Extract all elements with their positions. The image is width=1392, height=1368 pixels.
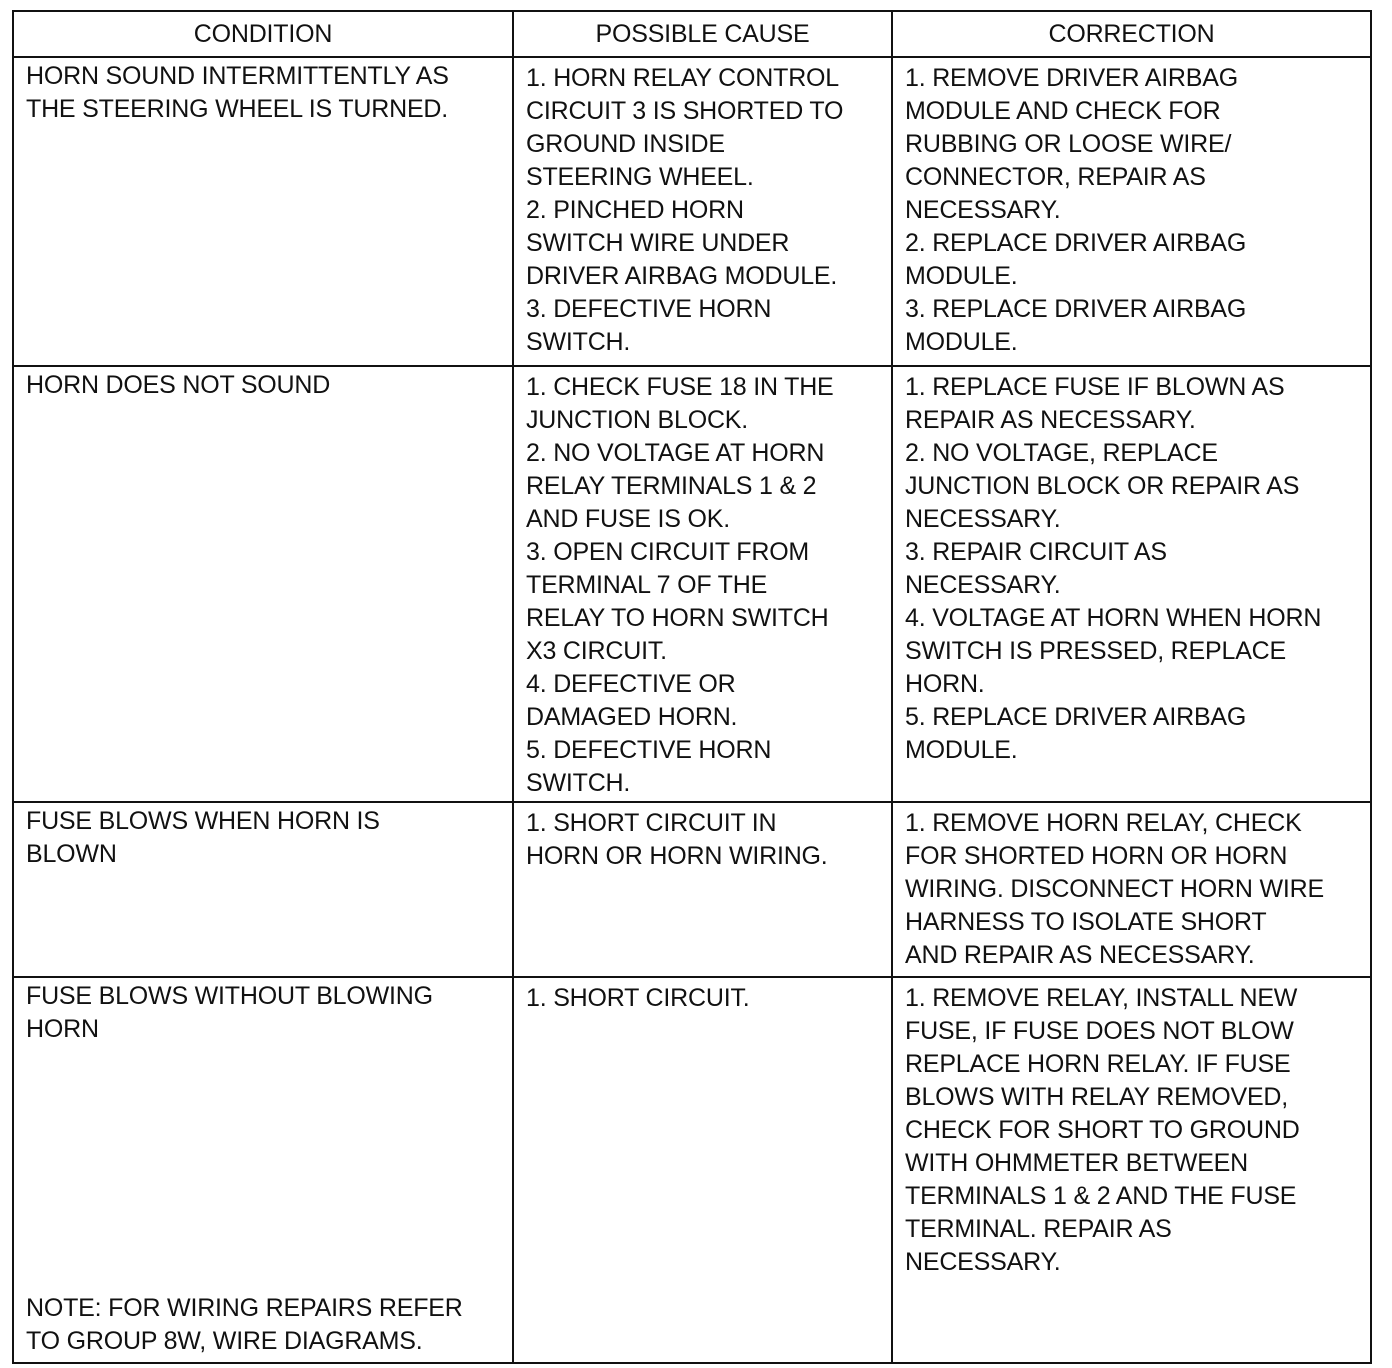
text-line: HORN DOES NOT SOUND [26, 371, 331, 399]
text-line: 1. SHORT CIRCUIT IN [526, 809, 777, 837]
text-line: 2. NO VOLTAGE, REPLACE [905, 439, 1218, 467]
text-line: MODULE. [905, 328, 1018, 356]
text-line: HORN. [905, 670, 985, 698]
text-line: TERMINALS 1 & 2 AND THE FUSE [905, 1182, 1297, 1210]
text-line: 1. CHECK FUSE 18 IN THE [526, 373, 834, 401]
text-line: MODULE. [905, 736, 1018, 764]
condition-cell [13, 977, 513, 1363]
text-line: 3. REPAIR CIRCUIT AS [905, 538, 1167, 566]
text-line: SWITCH. [526, 769, 631, 797]
cause-cell [513, 366, 892, 802]
wiring-note [26, 1292, 463, 1358]
text-line: 4. VOLTAGE AT HORN WHEN HORN [905, 604, 1322, 632]
text-line: 3. DEFECTIVE HORN [526, 295, 772, 323]
text-line: 5. DEFECTIVE HORN [526, 736, 772, 764]
text-line: HORN SOUND INTERMITTENTLY AS [26, 62, 449, 90]
header-row [13, 11, 1371, 57]
text-line: CONNECTOR, REPAIR AS [905, 163, 1206, 191]
text-line: 3. REPLACE DRIVER AIRBAG [905, 295, 1247, 323]
text-line: CIRCUIT 3 IS SHORTED TO [526, 97, 844, 125]
text-line: RELAY TERMINALS 1 & 2 [526, 472, 817, 500]
text-line: RUBBING OR LOOSE WIRE/ [905, 130, 1232, 158]
text-line: NOTE: FOR WIRING REPAIRS REFER [26, 1294, 463, 1322]
text-line: FUSE BLOWS WITHOUT BLOWING [26, 982, 433, 1010]
text-line: HORN [26, 1015, 99, 1043]
diagnosis-table [12, 10, 1372, 1364]
text-line: SWITCH WIRE UNDER [526, 229, 790, 257]
text-line: 1. REMOVE HORN RELAY, CHECK [905, 809, 1302, 837]
text-line: 1. REMOVE DRIVER AIRBAG [905, 64, 1238, 92]
text-line: SWITCH. [526, 328, 631, 356]
text-line: SWITCH IS PRESSED, REPLACE [905, 637, 1286, 665]
text-line: 1. HORN RELAY CONTROL [526, 64, 839, 92]
cause-cell [513, 802, 892, 977]
text-line: JUNCTION BLOCK. [526, 406, 749, 434]
cause-cell [513, 57, 892, 366]
text-line: REPLACE HORN RELAY. IF FUSE [905, 1050, 1291, 1078]
text-line: RELAY TO HORN SWITCH [526, 604, 829, 632]
text-line: FUSE, IF FUSE DOES NOT BLOW [905, 1017, 1294, 1045]
text-line: TERMINAL. REPAIR AS [905, 1215, 1172, 1243]
text-line: WITH OHMMETER BETWEEN [905, 1149, 1249, 1177]
text-line: DAMAGED HORN. [526, 703, 738, 731]
text-line: REPAIR AS NECESSARY. [905, 406, 1196, 434]
table-row [13, 977, 1371, 1363]
condition-cell-content [26, 980, 502, 1362]
header-possible-cause: POSSIBLE CAUSE [513, 11, 892, 57]
text-line: MODULE AND CHECK FOR [905, 97, 1221, 125]
text-line: JUNCTION BLOCK OR REPAIR AS [905, 472, 1300, 500]
text-line: DRIVER AIRBAG MODULE. [526, 262, 838, 290]
text-line: AND FUSE IS OK. [526, 505, 730, 533]
table-row [13, 366, 1371, 802]
text-line: TO GROUP 8W, WIRE DIAGRAMS. [26, 1327, 423, 1355]
text-line: 2. NO VOLTAGE AT HORN [526, 439, 825, 467]
condition-cell [13, 57, 513, 366]
text-line: NECESSARY. [905, 505, 1061, 533]
text-line: NECESSARY. [905, 196, 1061, 224]
text-line: CHECK FOR SHORT TO GROUND [905, 1116, 1300, 1144]
text-line: FOR SHORTED HORN OR HORN [905, 842, 1288, 870]
correction-cell [892, 802, 1371, 977]
text-line: NECESSARY. [905, 571, 1061, 599]
text-line: MODULE. [905, 262, 1018, 290]
text-line: 3. OPEN CIRCUIT FROM [526, 538, 810, 566]
text-line: 5. REPLACE DRIVER AIRBAG [905, 703, 1247, 731]
text-line: 1. REPLACE FUSE IF BLOWN AS [905, 373, 1285, 401]
correction-cell [892, 57, 1371, 366]
text-line: X3 CIRCUIT. [526, 637, 667, 665]
header-correction: CORRECTION [892, 11, 1371, 57]
correction-cell [892, 366, 1371, 802]
text-line: BLOWS WITH RELAY REMOVED, [905, 1083, 1289, 1111]
text-line: NECESSARY. [905, 1248, 1061, 1276]
text-line: AND REPAIR AS NECESSARY. [905, 941, 1255, 969]
text-line: 2. PINCHED HORN [526, 196, 744, 224]
text-line: HARNESS TO ISOLATE SHORT [905, 908, 1267, 936]
text-line: 4. DEFECTIVE OR [526, 670, 736, 698]
text-line: GROUND INSIDE [526, 130, 725, 158]
text-line: 1. SHORT CIRCUIT. [526, 984, 750, 1012]
text-line: FUSE BLOWS WHEN HORN IS [26, 807, 380, 835]
table-row [13, 802, 1371, 977]
table-row [13, 57, 1371, 366]
condition-cell [13, 802, 513, 977]
text-line: HORN OR HORN WIRING. [526, 842, 828, 870]
text-line: THE STEERING WHEEL IS TURNED. [26, 95, 449, 123]
condition-cell [13, 366, 513, 802]
text-line: WIRING. DISCONNECT HORN WIRE [905, 875, 1324, 903]
text-line: 1. REMOVE RELAY, INSTALL NEW [905, 984, 1298, 1012]
header-condition: CONDITION [13, 11, 513, 57]
correction-cell [892, 977, 1371, 1363]
text-line: STEERING WHEEL. [526, 163, 754, 191]
text-line: 2. REPLACE DRIVER AIRBAG [905, 229, 1247, 257]
text-line: TERMINAL 7 OF THE [526, 571, 768, 599]
cause-cell [513, 977, 892, 1363]
text-line: BLOWN [26, 840, 117, 868]
